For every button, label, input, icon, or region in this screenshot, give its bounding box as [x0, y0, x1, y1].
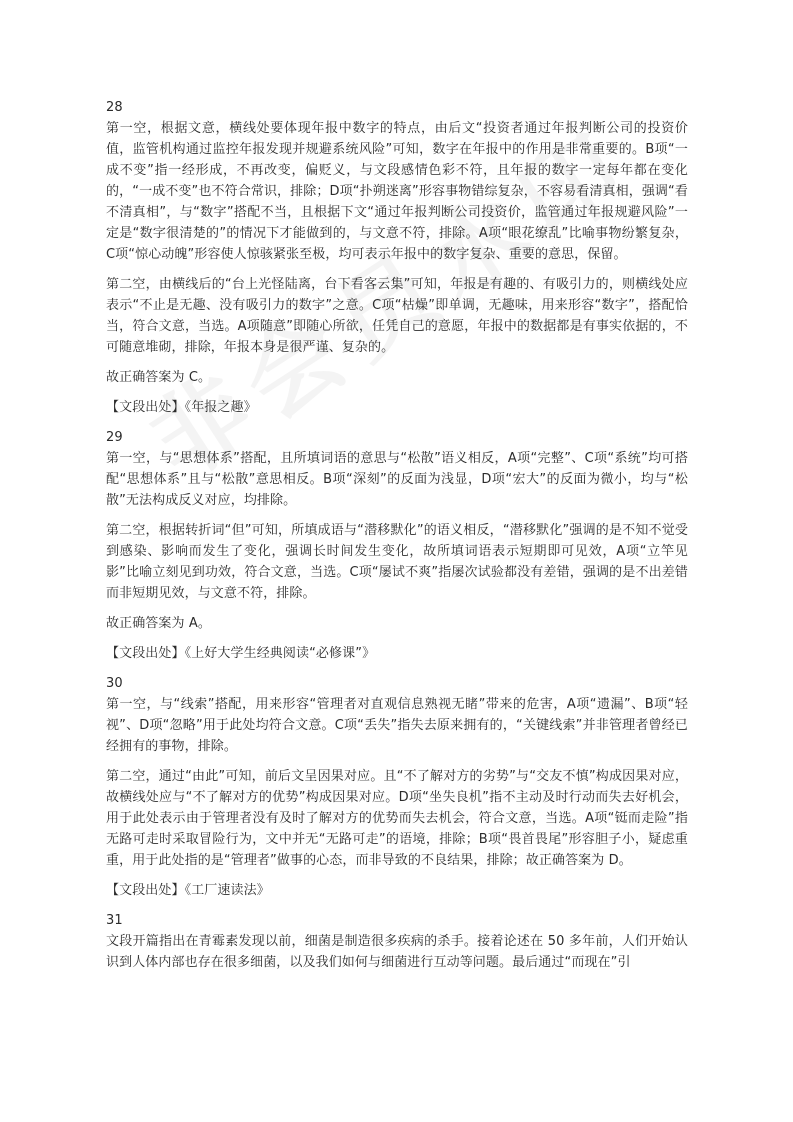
paragraph: 第二空，通过“由此”可知，前后文呈因果对应。且“不了解对方的劣势”与“交友不慎”构成因果对应，故横线处应与“不了解对方的优势”构成因果对应。D项“坐失良机”指不主动及时行动而失去好机会，用于此处表示由于管理者没有及时了解对方的优势而失去机会，符合文意，当选。A项“铤而走险”指无路可走时采取冒险行为，文中并无“无路可走”的语境，排除；B项“畏首畏尾”形容胆子小，疑虑重重，用于此处指的是“管理者”做事的心态，而非导致的不良结果，排除；故正确答案为 D。	[106, 769, 689, 868]
paragraph: 第一空，与“线索”搭配，用来形容“管理者对直观信息熟视无睹”带来的危害，A项“遗漏”、B项“轻视”、D项“忽略”用于此处均符合文意。C项“丢失”指失去原来拥有的，“关键线索”并非管理者曾经已经拥有的事物，排除。	[106, 697, 688, 754]
paragraph: 第一空，与“思想体系”搭配，且所填词语的意思与“松散”语义相反，A项“完整”、C项“系统”均可搭配“思想体系”且与“松散”意思相反。B项“深刻”的反面为浅显，D项“宏大”的反面为微小，均与“松散”无法构成反义对应，均排除。	[106, 451, 688, 508]
question-number: 28	[106, 100, 123, 115]
paragraph: 文段开篇指出在青霉素发现以前，细菌是制造很多疾病的杀手。接着论述在 50 多年前，人们开始认识到人体内部也存在很多细菌，以及我们如何与细菌进行互动等问题。最后通过“而现在”引	[106, 934, 688, 970]
paragraph: 第二空，根据转折词“但”可知，所填成语与“潜移默化”的语义相反，“潜移默化”强调的是不知不觉受到感染、影响而发生了变化，强调长时间发生变化，故所填词语表示短期即可见效，A项“立竿见影”比喻立刻见到功效，符合文意，当选。C项“屡试不爽”指屡次试验都没有差错，强调的是不出差错而非短期见效，与文意不符，排除。	[106, 523, 689, 601]
question-number: 29	[106, 430, 123, 445]
answer-line: 故正确答案为 A。	[106, 616, 211, 631]
paragraph: 第二空，由横线后的“台上光怪陆离，台下看客云集”可知，年报是有趣的、有吸引力的，则横线处应表示“不止是无趣、没有吸引力的数字”之意。C项“枯燥”即单调，无趣味，用来形容“数字”，搭配恰当，符合文意，当选。A项随意”即随心所欲，任凭自己的意愿，年报中的数据都是有事实依据的，不可随意堆砌，排除，年报本身是很严谨、复杂的。	[106, 277, 688, 355]
source-line: 【文段出处】《年报之趣》	[106, 400, 257, 415]
answer-line: 故正确答案为 C。	[106, 370, 212, 385]
question-number: 31	[106, 913, 123, 928]
source-line: 【文段出处】《上好大学生经典阅读“必修课”》	[106, 646, 376, 661]
question-number: 30	[106, 676, 123, 691]
source-line: 【文段出处】《工厂速读法》	[106, 883, 270, 898]
paragraph: 第一空，根据文意，横线处要体现年报中数字的特点，由后文“投资者通过年报判断公司的投资价值，监管机构通过监控年报发现并规避系统风险”可知，数字在年报中的作用是非常重要的。B项“一成不变”指一经形成，不再改变，偏贬义，与文段感情色彩不符，且年报的数字一定每年都在变化的，“一成不变”也不符合常识，排除；D项“扑朔迷离”形容事物错综复杂，不容易看清真相，强调“看不清真相”，与“数字”搭配不当，且根据下文“通过年报判断公司投资价，监管通过年报规避风险”一定是“数字很清楚的”的情况下才能做到的，与文意不符，排除。A项“眼花缭乱”比喻事物纷繁复杂，C项“惊心动魄”形容使人惊骇紧张至极，均可表示年报中的数字复杂、重要的意思，保留。	[106, 121, 688, 262]
document-body	[106, 97, 688, 973]
